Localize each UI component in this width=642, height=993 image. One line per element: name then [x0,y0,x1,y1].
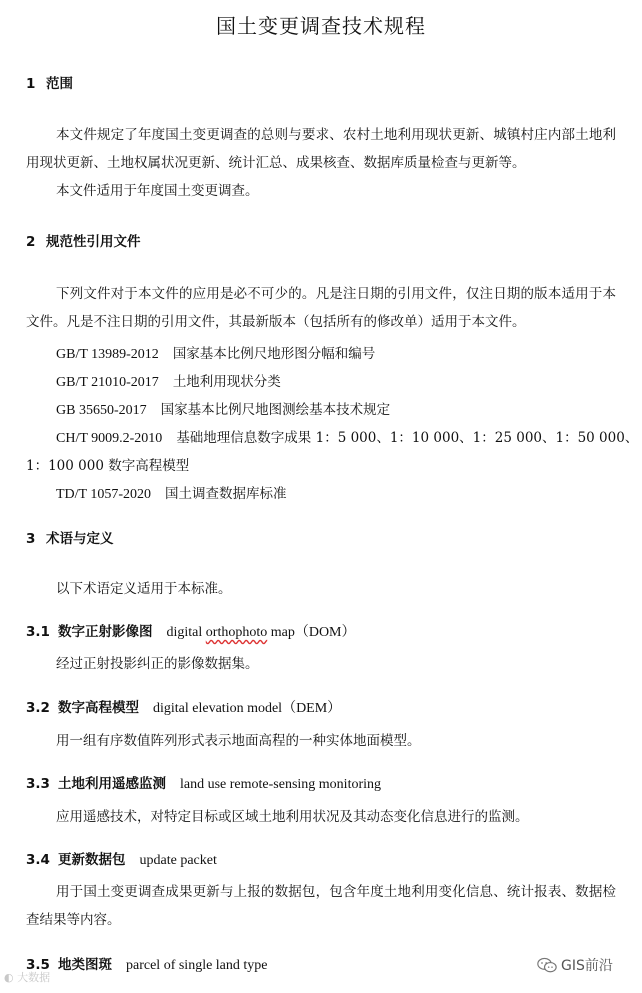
term-definition: 用于国土变更调查成果更新与上报的数据包，包含年度土地利用变化信息、统计报表、数据检查结果等内容。 [26,884,616,928]
term-en-part: map（DOM） [267,625,356,640]
section-1-paragraph-1: 本文件规定了年度国土变更调查的总则与要求、农村土地利用现状更新、城镇村庄内部土地利用现状更新、土地权属状况更新、统计汇总、成果核查、数据库质量检查与更新等。 [26,127,616,171]
section-title: 规范性引用文件 [46,234,141,250]
section-title: 术语与定义 [46,531,114,547]
term-number: 3.1 [26,624,50,640]
term-definition: 经过正射投影纠正的影像数据集。 [56,656,259,672]
reference-code: TD/T 1057-2020 [56,487,152,502]
section-2-heading [26,230,141,250]
section-3-heading [26,527,114,547]
term-en-spellcheck: orthophoto [205,625,268,640]
term-heading [26,772,381,793]
reference-item [56,342,375,363]
reference-code: GB/T 21010-2017 [56,375,159,390]
reference-item [56,398,390,419]
term-en: digital elevation model（DEM） [153,701,342,716]
section-1-heading [26,72,73,92]
reference-code: GB 35650-2017 [56,403,147,418]
watermark-left [4,969,50,985]
reference-name: 国家基本比例尺地形图分幅和编号 [172,346,376,362]
term-definition: 用一组有序数值阵列形式表示地面高程的一种实体地面模型。 [56,733,421,749]
term-number: 3.3 [26,776,50,792]
reference-name: 国土调查数据库标准 [165,486,287,502]
term-number: 3.5 [26,957,50,973]
term-en: land use remote-sensing monitoring [180,777,382,792]
term-zh: 土地利用遥感监测 [58,776,166,792]
term-zh: 数字高程模型 [58,700,139,716]
reference-item-continuation [26,454,189,474]
reference-name: 土地利用现状分类 [172,374,281,390]
reference-name: 国家基本比例尺地图测绘基本技术规定 [160,402,391,418]
section-number: 1 [26,76,36,92]
term-zh: 数字正射影像图 [58,624,153,640]
reference-name: 基础地理信息数字成果 1：5 000、1：10 000、1：25 000、1：50 000、 [176,430,639,446]
term-definition: 应用遥感技术，对特定目标或区域土地利用状况及其动态变化信息进行的监测。 [56,809,529,825]
section-2-paragraph-1: 下列文件对于本文件的应用是必不可少的。凡是注日期的引用文件，仅注日期的版本适用于本文件。凡是不注日期的引用文件，其最新版本（包括所有的修改单）适用于本文件。 [26,286,616,330]
watermark-right [537,955,613,975]
reference-code: GB/T 13989-2012 [56,347,159,362]
section-3-intro: 以下术语定义适用于本标准。 [56,581,232,597]
term-heading [26,848,217,869]
watermark-left-text: 大数据 [17,971,51,984]
term-heading [26,953,268,974]
section-number: 2 [26,234,36,250]
reference-item [56,426,638,447]
section-title: 范围 [46,76,73,92]
term-en-part: digital [166,625,206,640]
term-number: 3.2 [26,700,50,716]
weibo-icon: ◐ [4,971,18,984]
term-en: parcel of single land type [126,958,268,973]
section-number: 3 [26,531,36,547]
term-heading [26,620,356,641]
section-1-paragraph-2: 本文件适用于年度国土变更调查。 [56,183,259,199]
term-en [167,625,356,640]
term-en: update packet [139,853,217,868]
reference-item [56,482,287,503]
term-heading [26,696,341,717]
watermark-right-text: GIS前沿 [561,958,613,974]
reference-code: CH/T 9009.2-2010 [56,431,163,446]
reference-item [56,370,281,391]
term-zh: 地类图斑 [58,957,112,973]
term-number: 3.4 [26,852,50,868]
reference-name: 1：100 000 数字高程模型 [26,458,190,474]
term-zh: 更新数据包 [58,852,126,868]
document-title: 国土变更调查技术规程 [216,14,426,38]
wechat-icon [537,957,557,974]
